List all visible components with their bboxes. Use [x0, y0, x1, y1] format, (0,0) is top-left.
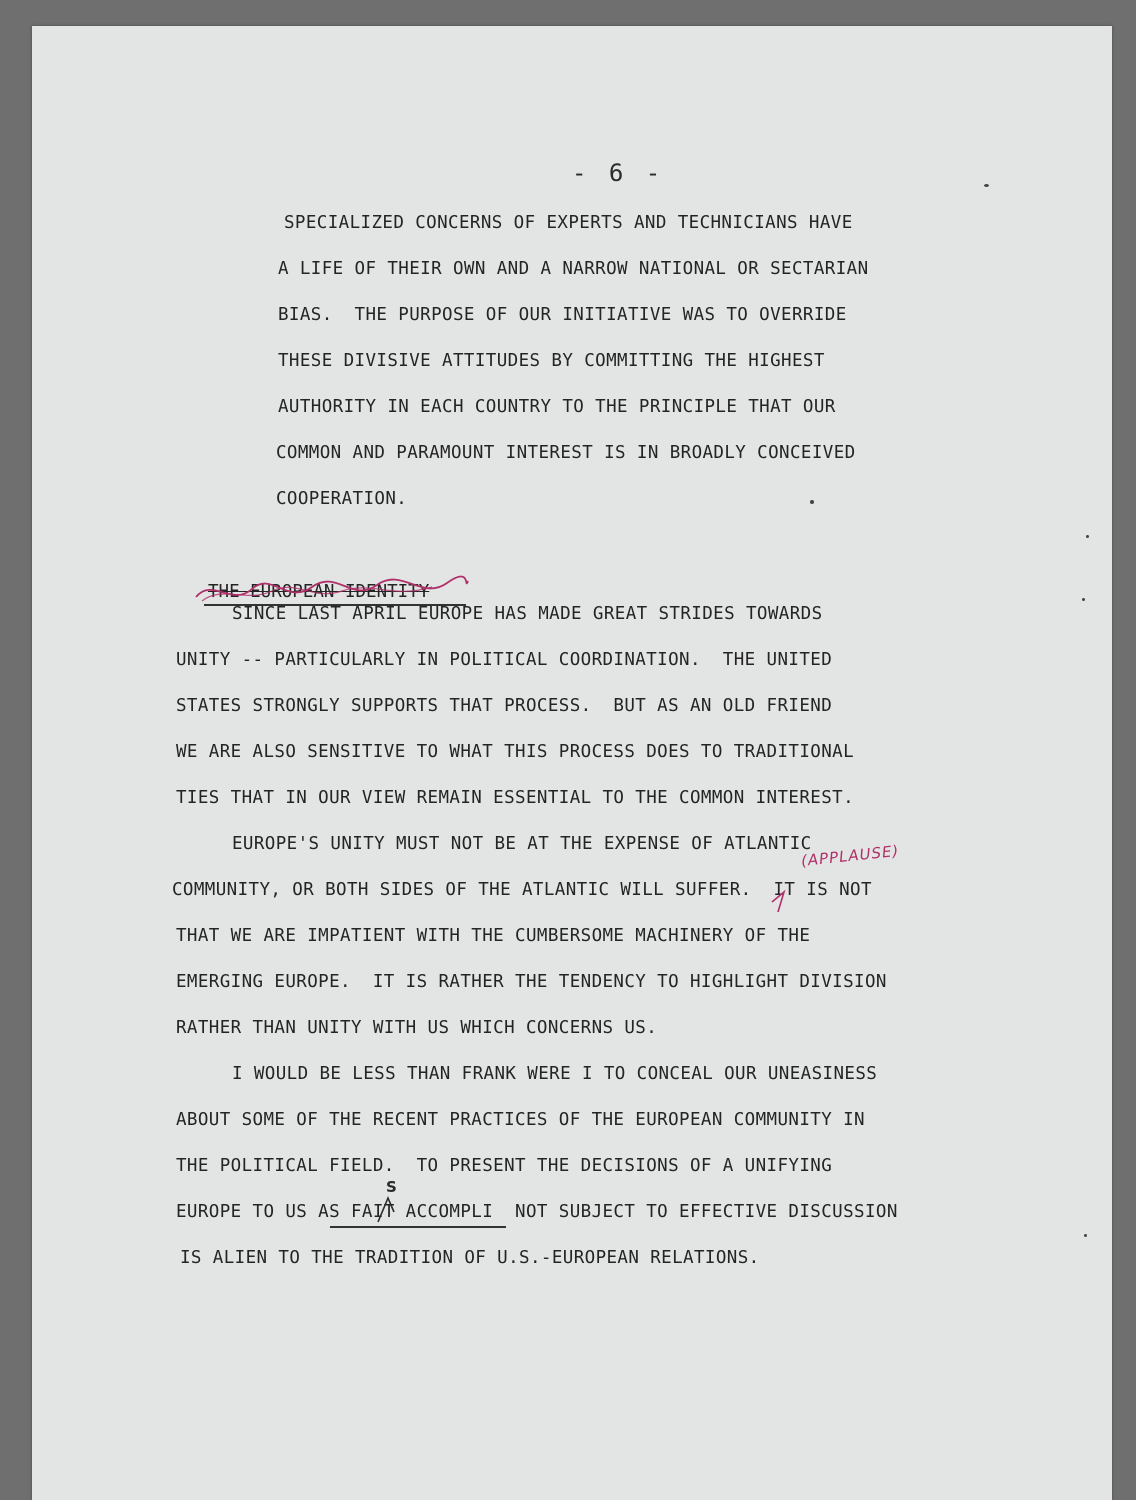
page-number: - 6 -	[572, 159, 665, 187]
paper-speck	[1082, 598, 1085, 601]
paragraph-1-line: SPECIALIZED CONCERNS OF EXPERTS AND TECHNICIANS HAVE	[284, 213, 853, 233]
paragraph-4-line: THE POLITICAL FIELD. TO PRESENT THE DECISIONS OF A UNIFYING	[176, 1156, 833, 1176]
paragraph-1-line: THESE DIVISIVE ATTITUDES BY COMMITTING THE HIGHEST	[278, 351, 825, 371]
paragraph-3-line: EUROPE'S UNITY MUST NOT BE AT THE EXPENSE OF ATLANTIC	[232, 834, 812, 854]
paragraph-2-line: TIES THAT IN OUR VIEW REMAIN ESSENTIAL TO THE COMMON INTEREST.	[176, 788, 855, 808]
paragraph-4-line: I WOULD BE LESS THAN FRANK WERE I TO CONCEAL OUR UNEASINESS	[232, 1064, 878, 1084]
paragraph-1-line: AUTHORITY IN EACH COUNTRY TO THE PRINCIPLE THAT OUR	[278, 397, 836, 417]
paper-speck	[1084, 1234, 1087, 1237]
paragraph-3-line: THAT WE ARE IMPATIENT WITH THE CUMBERSOME MACHINERY OF THE	[176, 926, 811, 946]
applause-annotation: (APPLAUSE)	[800, 841, 901, 870]
inserted-s-correction: S	[386, 1178, 397, 1196]
paragraph-4-line: ABOUT SOME OF THE RECENT PRACTICES OF THE EUROPEAN COMMUNITY IN	[176, 1110, 865, 1130]
paragraph-2-line: STATES STRONGLY SUPPORTS THAT PROCESS. BUT AS AN OLD FRIEND	[176, 696, 833, 716]
paragraph-1-line: BIAS. THE PURPOSE OF OUR INITIATIVE WAS TO OVERRIDE	[278, 305, 847, 325]
paragraph-3-line: RATHER THAN UNITY WITH US WHICH CONCERNS US.	[176, 1018, 658, 1038]
section-heading: THE EUROPEAN IDENTITY	[208, 582, 430, 602]
paragraph-1-line: COOPERATION.	[276, 489, 408, 509]
paragraph-2-line: WE ARE ALSO SENSITIVE TO WHAT THIS PROCESS DOES TO TRADITIONAL	[176, 742, 855, 762]
paragraph-3-line: COMMUNITY, OR BOTH SIDES OF THE ATLANTIC WILL SUFFER. IT IS NOT	[172, 880, 872, 900]
paragraph-1-line: A LIFE OF THEIR OWN AND A NARROW NATIONAL OR SECTARIAN	[278, 259, 869, 279]
applause-insert-mark	[770, 872, 920, 916]
document-page	[32, 26, 1112, 1500]
paper-speck	[810, 500, 814, 504]
fait-accompli-underline	[330, 1226, 506, 1228]
paper-speck	[1086, 535, 1089, 538]
paragraph-2-line: UNITY -- PARTICULARLY IN POLITICAL COORDINATION. THE UNITED	[176, 650, 833, 670]
caret-insert-mark	[374, 1194, 404, 1224]
paragraph-2-line: SINCE LAST APRIL EUROPE HAS MADE GREAT STRIDES TOWARDS	[232, 604, 823, 624]
paragraph-1-line: COMMON AND PARAMOUNT INTEREST IS IN BROADLY CONCEIVED	[276, 443, 856, 463]
paragraph-4-line: EUROPE TO US AS FAIT ACCOMPLI NOT SUBJECT TO EFFECTIVE DISCUSSION	[176, 1202, 898, 1222]
paper-speck	[984, 184, 989, 187]
paragraph-4-line: IS ALIEN TO THE TRADITION OF U.S.-EUROPEAN RELATIONS.	[180, 1248, 760, 1268]
paragraph-3-line: EMERGING EUROPE. IT IS RATHER THE TENDENCY TO HIGHLIGHT DIVISION	[176, 972, 887, 992]
